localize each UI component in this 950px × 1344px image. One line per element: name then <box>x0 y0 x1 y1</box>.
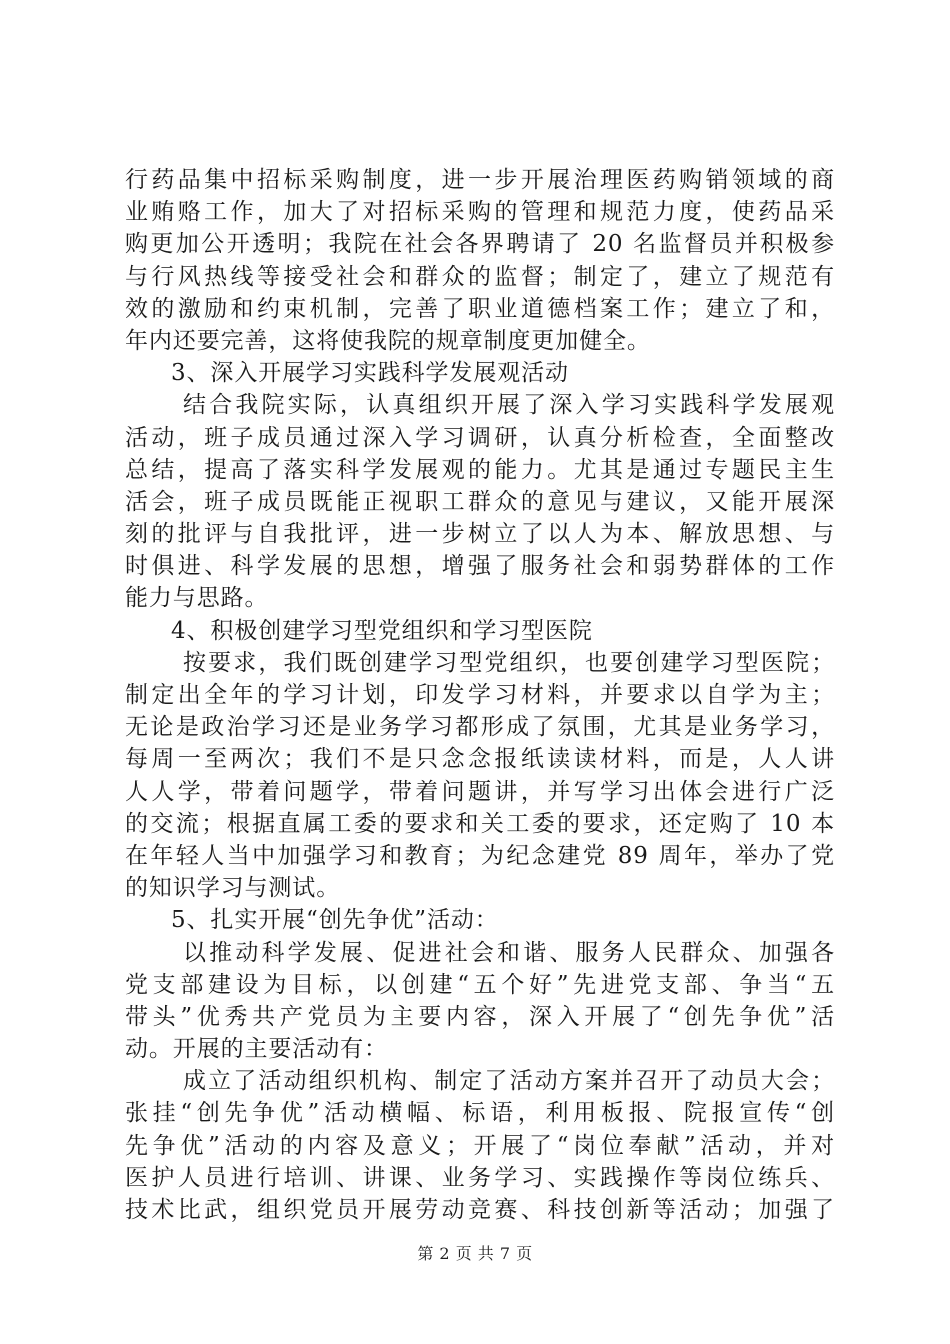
body-line: 的交流；根据直属工委的要求和关工委的要求，还定购了 10 本 <box>125 810 835 837</box>
body-line: 行药品集中招标采购制度，进一步开展治理医药购销领域的商 <box>125 167 835 193</box>
body-line: 在年轻人当中加强学习和教育；为纪念建党 89 周年，举办了党 <box>125 842 835 869</box>
paragraph-first-line: 成立了活动组织机构、制定了活动方案并召开了动员大会； <box>183 1068 835 1095</box>
body-line: 购更加公开透明；我院在社会各界聘请了 20 名监督员并积极参 <box>125 231 835 258</box>
body-line: 人人学，带着问题学，带着问题讲，并写学习出体会进行广泛 <box>125 778 835 805</box>
body-line: 刻的批评与自我批评，进一步树立了以人为本、解放思想、与 <box>125 521 835 548</box>
body-line: 张挂“创先争优”活动横幅、标语，利用板报、院报宣传“创 <box>125 1100 835 1127</box>
body-line: 业贿赂工作，加大了对招标采购的管理和规范力度，使药品采 <box>125 199 835 226</box>
body-line: 无论是政治学习还是业务学习都形成了氛围，尤其是业务学习， <box>125 714 835 741</box>
page-number-footer: 第 2 页 共 7 页 <box>417 1244 533 1263</box>
section-heading: 3、深入开展学习实践科学发展观活动 <box>171 360 569 387</box>
paragraph-first-line: 结合我院实际，认真组织开展了深入学习实践科学发展观 <box>183 392 835 419</box>
body-line: 党支部建设为目标，以创建“五个好”先进党支部、争当“五 <box>125 971 835 998</box>
body-line: 总结，提高了落实科学发展观的能力。尤其是通过专题民主生 <box>125 456 835 483</box>
body-line: 活会，班子成员既能正视职工群众的意见与建议，又能开展深 <box>125 488 835 515</box>
body-line: 效的激励和约束机制，完善了职业道德档案工作；建立了和， <box>125 295 835 322</box>
body-line: 动。开展的主要活动有： <box>125 1036 388 1063</box>
section-heading: 5、扎实开展“创先争优”活动： <box>171 907 499 934</box>
body-line: 与行风热线等接受社会和群众的监督；制定了，建立了规范有 <box>125 263 835 290</box>
body-line: 时俱进、科学发展的思想，增强了服务社会和弱势群体的工作 <box>125 553 835 580</box>
body-line: 技术比武，组织党员开展劳动竞赛、科技创新等活动；加强了 <box>125 1197 835 1223</box>
paragraph-first-line: 以推动科学发展、促进社会和谐、服务人民群众、加强各 <box>183 939 835 966</box>
body-line: 活动，班子成员通过深入学习调研，认真分析检查，全面整改 <box>125 424 835 451</box>
body-line: 带头”优秀共产党员为主要内容，深入开展了“创先争优”活 <box>125 1003 835 1030</box>
body-line: 年内还要完善，这将使我院的规章制度更加健全。 <box>125 327 651 354</box>
body-line: 能力与思路。 <box>125 585 269 612</box>
body-line: 先争优”活动的内容及意义；开展了“岗位奉献”活动，并对 <box>125 1132 835 1159</box>
body-line: 医护人员进行培训、讲课、业务学习、实践操作等岗位练兵、 <box>125 1164 835 1191</box>
body-line: 的知识学习与测试。 <box>125 875 341 902</box>
paragraph-first-line: 按要求，我们既创建学习型党组织，也要创建学习型医院； <box>183 649 835 676</box>
document-body <box>125 164 835 1226</box>
body-line: 制定出全年的学习计划，印发学习材料，并要求以自学为主； <box>125 682 835 708</box>
section-heading: 4、积极创建学习型党组织和学习型医院 <box>171 617 593 644</box>
body-line: 每周一至两次；我们不是只念念报纸读读材料，而是，人人讲 <box>125 746 835 773</box>
